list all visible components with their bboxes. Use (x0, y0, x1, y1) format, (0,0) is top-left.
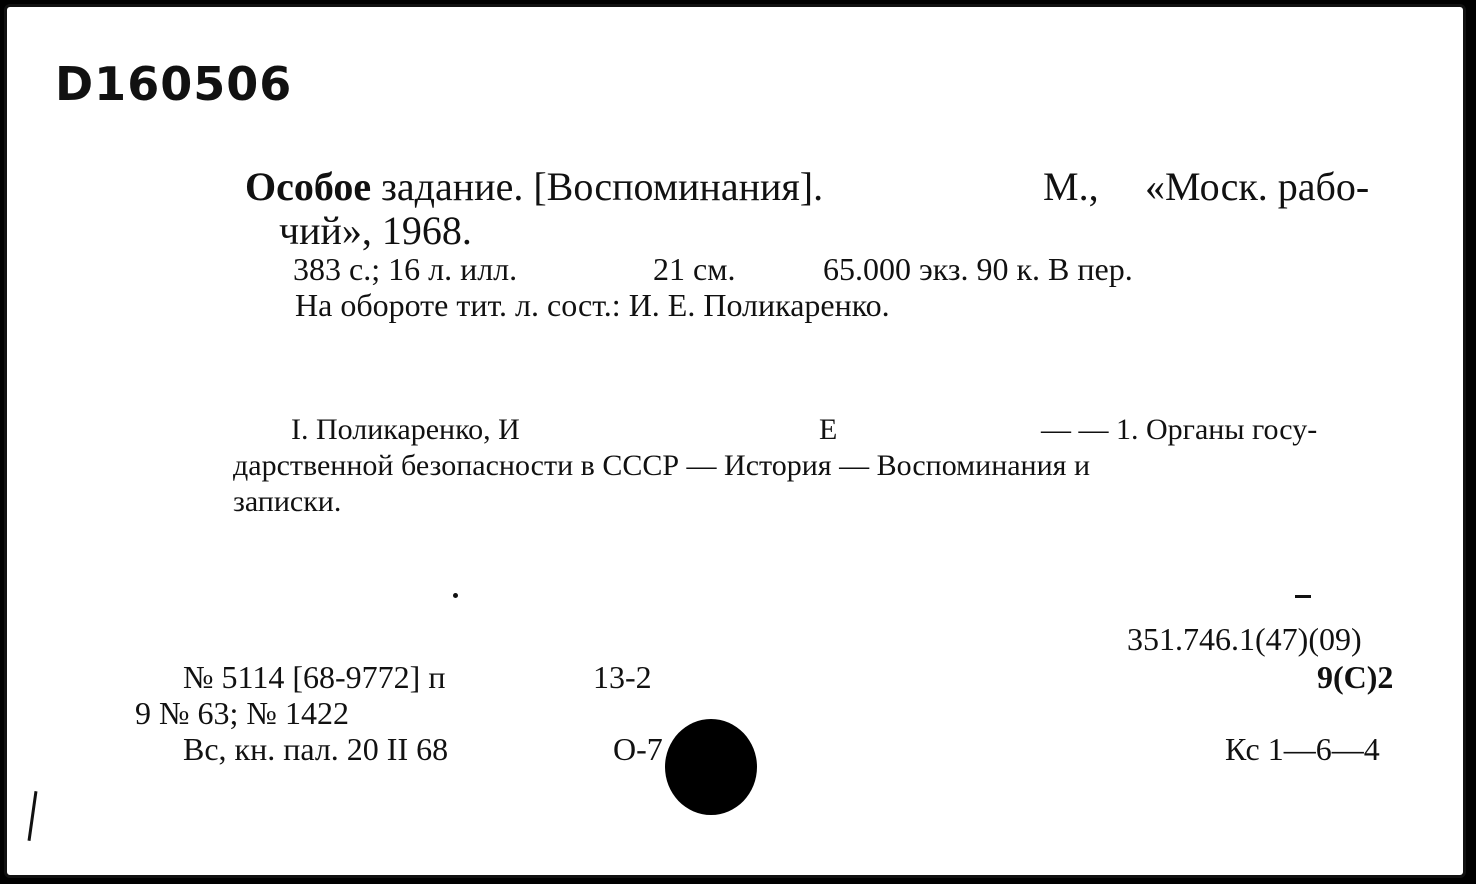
kc-code: Кс 1—6—4 (1225, 731, 1380, 767)
collation: 383 с.; 16 л. илл. (293, 251, 518, 287)
added-entry-initial: Е (819, 413, 838, 446)
punch-hole (665, 719, 757, 815)
added-entry-name: I. Поликаренко, И (291, 413, 520, 446)
title-line-2: чий», 1968. (279, 208, 472, 253)
pen-mark (28, 791, 38, 841)
publisher-place: М., (1043, 164, 1099, 209)
added-entry-line-3: записки. (233, 485, 342, 518)
ink-mark (1295, 595, 1311, 598)
chamber-line: Вс, кн. пал. 20 II 68 (183, 731, 449, 767)
title-rest: задание. [Воспоминания]. (371, 164, 824, 209)
bbk-code: 9(С)2 (1317, 659, 1394, 695)
title-main-word: Особое (245, 164, 372, 209)
publisher-name: «Моск. рабо- (1145, 164, 1370, 209)
edition: 65.000 экз. 90 к. В пер. (823, 251, 1133, 287)
order-code: 13-2 (593, 659, 652, 695)
added-entry-line-2: дарственной безопасности в СССР — История — Воспоминания и (233, 449, 1091, 482)
title-line-1 (245, 164, 824, 209)
udc-code: 351.746.1(47)(09) (1127, 621, 1362, 657)
catalog-card (4, 4, 1466, 878)
chamber-code: О-7 (613, 731, 663, 767)
catalog-number: D160506 (55, 57, 293, 111)
size: 21 см. (653, 251, 736, 287)
ink-dot (453, 593, 458, 598)
order-number: № 5114 [68-9772] п (183, 659, 446, 695)
reference-line: 9 № 63; № 1422 (135, 695, 349, 731)
note: На обороте тит. л. сост.: И. Е. Поликаренко. (295, 287, 890, 323)
added-entry-subject: — — 1. Органы госу- (1041, 413, 1318, 446)
